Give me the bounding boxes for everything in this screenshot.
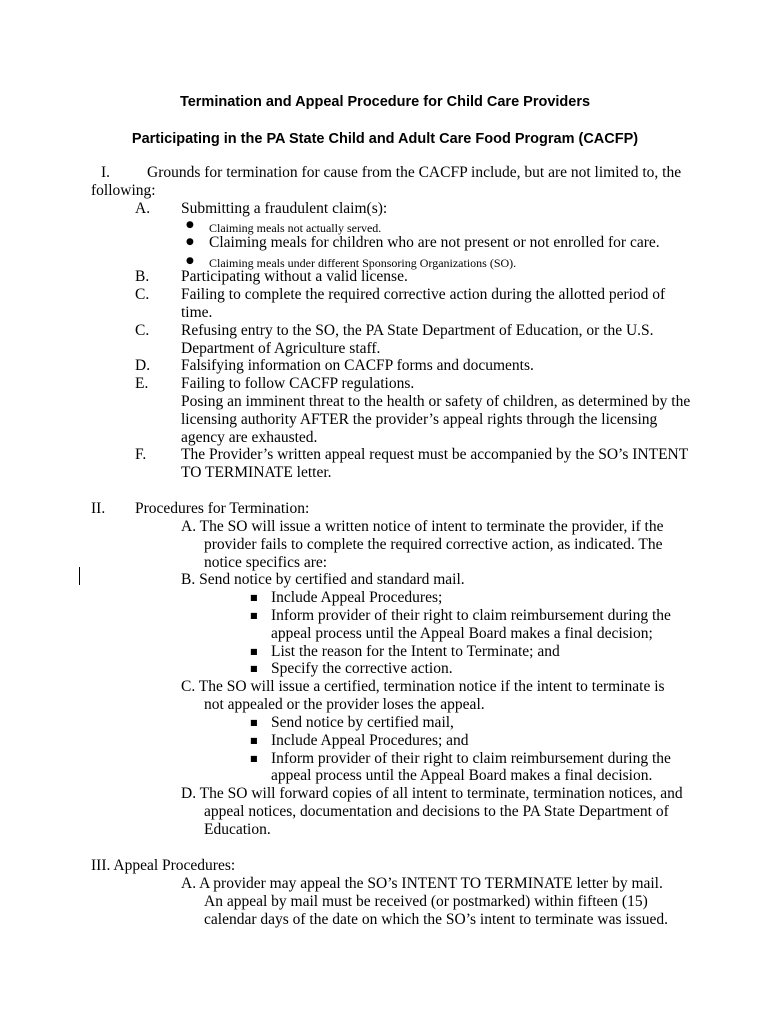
- square-bullet-icon: ■: [250, 647, 258, 656]
- s2-b-item-4: Specify the corrective action.: [271, 660, 453, 677]
- section-1-number: I.: [101, 164, 111, 181]
- s2-c-item-3: Inform provider of their right to claim reimbursement during the: [271, 750, 671, 767]
- item-b-label: B.: [135, 268, 150, 285]
- section-2-number: II.: [91, 500, 106, 517]
- square-bullet-icon: ■: [250, 736, 258, 745]
- bullet-icon: ●: [186, 256, 194, 266]
- square-bullet-icon: ■: [250, 754, 258, 763]
- bullet-icon: ●: [186, 237, 194, 247]
- item-e-label: E.: [135, 375, 149, 392]
- item-c2-line-1: Refusing entry to the SO, the PA State Department of Education, or the U.S.: [181, 322, 654, 339]
- item-d-text: Falsifying information on CACFP forms and documents.: [181, 357, 534, 374]
- document-title: Termination and Appeal Procedure for Child Care Providers: [179, 94, 591, 110]
- s2-b-item-3: List the reason for the Intent to Terminate; and: [271, 643, 560, 660]
- bullet-icon: ●: [186, 220, 194, 230]
- item-c1-line-2: time.: [181, 304, 213, 321]
- item-c2-line-2: Department of Agriculture staff.: [181, 340, 381, 357]
- item-f-line-1: The Provider’s written appeal request must be accompanied by the SO’s INTENT: [181, 446, 689, 463]
- s2-item-d-line-2: appeal notices, documentation and decisions to the PA State Department of: [204, 803, 669, 820]
- item-c1-label: C.: [135, 286, 150, 303]
- section-2-heading: Procedures for Termination:: [135, 500, 310, 517]
- item-b-text: Participating without a valid license.: [181, 268, 408, 285]
- item-f-label: F.: [135, 446, 147, 463]
- s2-b-item-1: Include Appeal Procedures;: [271, 589, 443, 606]
- square-bullet-icon: ■: [250, 718, 258, 727]
- s3-item-a-line-3: calendar days of the date on which the SO’s intent to terminate was issued.: [204, 911, 669, 928]
- s2-item-c-line-1: C. The SO will issue a certified, termination notice if the intent to terminate is: [181, 678, 665, 695]
- fraud-bullet-2: Claiming meals for children who are not present or not enrolled for care.: [209, 234, 660, 251]
- item-f-line-2: TO TERMINATE letter.: [181, 464, 332, 481]
- s2-item-d-line-3: Education.: [204, 821, 271, 838]
- s2-item-b-line: B. Send notice by certified and standard mail.: [181, 571, 465, 588]
- s2-b-item-2-cont: appeal process until the Appeal Board makes a final decision;: [271, 625, 653, 642]
- s2-b-item-2: Inform provider of their right to claim reimbursement during the: [271, 607, 671, 624]
- s2-item-c-line-2: not appealed or the provider loses the appeal.: [204, 696, 485, 713]
- item-c1-line-1: Failing to complete the required corrective action during the allotted period of: [181, 286, 666, 303]
- s2-item-a-line-3: notice specifics are:: [204, 554, 328, 571]
- posing-line-1: Posing an imminent threat to the health or safety of children, as determined by the: [181, 393, 691, 410]
- s3-item-a-line-1: A. A provider may appeal the SO’s INTENT TO TERMINATE letter by mail.: [181, 875, 663, 892]
- s2-item-a-line-1: A. The SO will issue a written notice of intent to terminate the provider, if the: [181, 518, 664, 535]
- square-bullet-icon: ■: [250, 593, 258, 602]
- section-1-intro-line-2: following:: [91, 182, 156, 199]
- s2-c-item-2: Include Appeal Procedures; and: [271, 732, 469, 749]
- document-subtitle: Participating in the PA State Child and Adult Care Food Program (CACFP): [131, 131, 639, 147]
- s2-c-item-1: Send notice by certified mail,: [271, 714, 454, 731]
- s3-item-a-line-2: An appeal by mail must be received (or postmarked) within fifteen (15): [204, 893, 648, 910]
- text-cursor: [79, 567, 80, 585]
- item-d-label: D.: [135, 357, 151, 374]
- section-1-intro-line-1: Grounds for termination for cause from the CACFP include, but are not limited to, the: [147, 164, 682, 181]
- item-a-label: A.: [135, 200, 151, 217]
- posing-line-3: agency are exhausted.: [181, 429, 318, 446]
- section-3-heading: III. Appeal Procedures:: [91, 857, 236, 874]
- s2-item-d-line-1: D. The SO will forward copies of all intent to terminate, termination notices, and: [181, 785, 683, 802]
- fraud-bullet-1: Claiming meals not actually served.: [209, 221, 382, 235]
- fraud-bullet-3: Claiming meals under different Sponsoring Organizations (SO).: [209, 256, 517, 270]
- square-bullet-icon: ■: [250, 611, 258, 620]
- item-c2-label: C.: [135, 322, 150, 339]
- square-bullet-icon: ■: [250, 664, 258, 673]
- item-e-text: Failing to follow CACFP regulations.: [181, 375, 415, 392]
- s2-c-item-3-cont: appeal process until the Appeal Board makes a final decision.: [271, 767, 653, 784]
- posing-line-2: licensing authority AFTER the provider’s appeal rights through the licensing: [181, 411, 658, 428]
- s2-item-a-line-2: provider fails to complete the required corrective action, as indicated. The: [204, 536, 663, 553]
- item-a-text: Submitting a fraudulent claim(s):: [181, 200, 388, 217]
